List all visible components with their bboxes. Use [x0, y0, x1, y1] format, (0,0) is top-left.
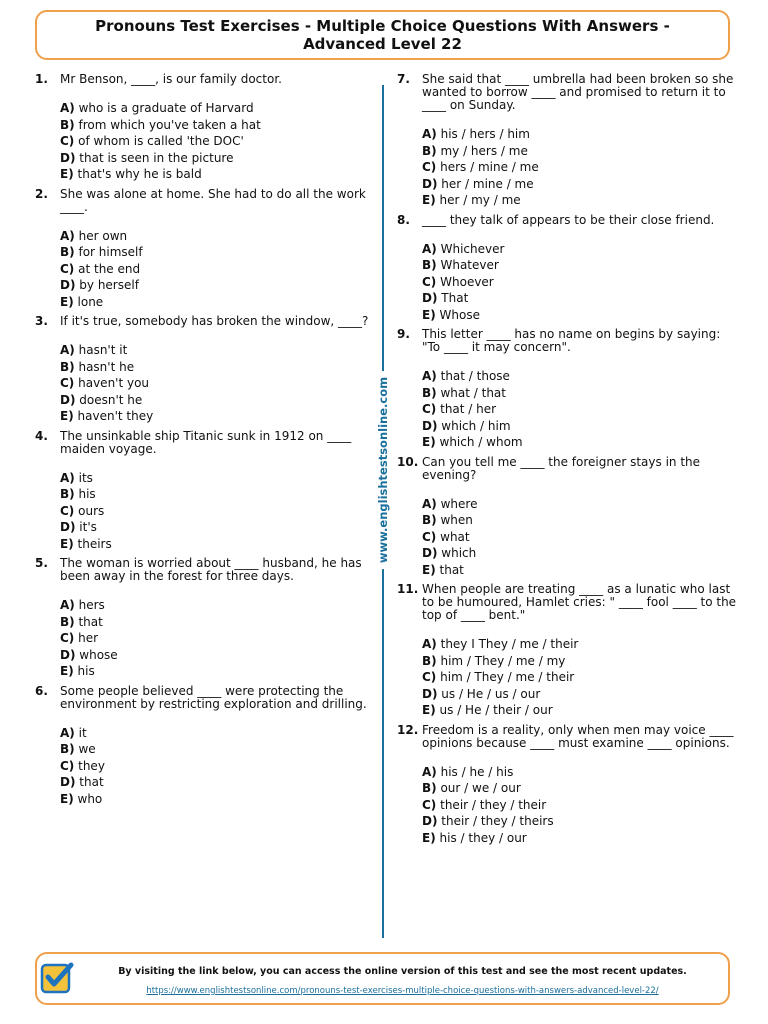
option-c	[60, 261, 370, 278]
option-text: haven't they	[77, 409, 154, 423]
question-number: 3.	[35, 314, 48, 328]
option-d	[422, 418, 742, 435]
option-b	[60, 614, 370, 631]
option-text: whose	[79, 647, 118, 662]
question-5	[35, 557, 370, 680]
option-text: their / they / theirs	[441, 814, 554, 828]
option-text: my / hers / me	[440, 143, 528, 158]
option-letter: A)	[60, 470, 75, 485]
option-letter: C)	[422, 670, 437, 684]
option-text: what	[440, 529, 470, 544]
option-b	[422, 653, 742, 670]
option-letter: D)	[422, 686, 438, 701]
option-text: of whom is called 'the DOC'	[78, 134, 244, 148]
question-number: 12.	[397, 722, 419, 737]
option-letter: A)	[60, 725, 75, 740]
option-text: who is a graduate of Harvard	[78, 101, 254, 115]
option-text: his / hers / him	[440, 127, 530, 141]
option-letter: E)	[422, 703, 436, 717]
question-text: If it's true, somebody has broken the window, ____?	[60, 314, 369, 328]
option-letter: E)	[60, 409, 74, 423]
question-12	[397, 724, 742, 847]
option-b	[60, 741, 370, 758]
option-letter: E)	[422, 830, 436, 845]
online-version-link[interactable]: https://www.englishtestsonline.com/pronouns-test-exercises-multiple-choice-questions-with-answers-advanced-level-22/	[146, 986, 659, 996]
option-text: which	[441, 546, 477, 560]
option-text: that is seen in the picture	[79, 150, 234, 165]
option-letter: C)	[422, 402, 437, 416]
option-letter: C)	[60, 376, 75, 390]
option-letter: A)	[60, 101, 75, 115]
option-letter: A)	[422, 637, 437, 651]
option-text: Whichever	[440, 241, 505, 256]
option-text: his / they / our	[439, 830, 527, 845]
question-head	[397, 214, 742, 227]
option-text: at the end	[78, 261, 141, 276]
option-letter: D)	[60, 520, 76, 534]
option-letter: B)	[60, 487, 75, 501]
question-number: 10.	[397, 454, 419, 469]
option-text: hasn't it	[78, 343, 128, 357]
option-letter: A)	[422, 127, 437, 141]
option-text: That	[441, 291, 469, 305]
option-letter: C)	[60, 503, 75, 518]
option-letter: D)	[60, 775, 76, 789]
option-text: ours	[78, 503, 105, 518]
options-list	[60, 100, 370, 183]
question-number: 4.	[35, 428, 48, 443]
question-text: When people are treating ____ as a lunatic who last to be humoured, Hamlet cries: " ____ fool ____ to the top of ____ bent."	[422, 582, 737, 622]
option-c	[422, 274, 742, 291]
option-letter: A)	[60, 343, 75, 357]
question-head	[397, 456, 742, 482]
question-text: Freedom is a reality, only when men may voice ____ opinions because ____ must examine ____ opinions.	[422, 722, 734, 750]
options-list	[422, 241, 742, 324]
question-number: 8.	[397, 212, 410, 227]
option-c	[422, 669, 742, 686]
option-e	[60, 166, 370, 183]
option-e	[422, 434, 742, 451]
question-number: 2.	[35, 186, 48, 201]
option-text: Whose	[439, 307, 480, 322]
question-head	[397, 328, 742, 354]
question-head	[35, 315, 370, 328]
option-letter: E)	[422, 193, 436, 207]
option-letter: A)	[60, 598, 75, 612]
options-list	[422, 126, 742, 209]
option-text: by herself	[79, 278, 139, 292]
option-text: it's	[79, 520, 97, 534]
option-text: theirs	[77, 536, 112, 551]
option-text: hasn't he	[78, 359, 135, 374]
option-letter: A)	[422, 764, 437, 779]
option-letter: B)	[60, 359, 75, 374]
question-head	[397, 583, 742, 622]
option-letter: D)	[60, 392, 76, 407]
option-text: his / he / his	[440, 764, 514, 779]
questions-right-column	[397, 73, 742, 851]
options-list	[60, 597, 370, 680]
option-letter: C)	[60, 134, 75, 148]
option-b	[60, 244, 370, 261]
option-letter: D)	[60, 278, 76, 292]
question-text: Some people believed ____ were protecting the environment by restricting exploration and drilling.	[60, 683, 367, 711]
question-text: She said that ____ umbrella had been broken so she wanted to borrow ____ and promised to return it to ____ on Sunday.	[422, 72, 734, 112]
options-list	[422, 368, 742, 451]
option-c	[60, 375, 370, 392]
option-letter: A)	[60, 228, 75, 243]
option-letter: D)	[422, 546, 438, 560]
option-text: us / He / us / our	[441, 686, 541, 701]
options-list	[60, 470, 370, 553]
option-letter: E)	[422, 435, 436, 449]
option-letter: A)	[422, 369, 437, 383]
option-d	[60, 392, 370, 409]
option-b	[422, 257, 742, 274]
option-text: its	[78, 470, 93, 485]
option-text: their / they / their	[440, 797, 547, 812]
question-text: The unsinkable ship Titanic sunk in 1912 on ____ maiden voyage.	[60, 428, 352, 456]
question-11	[397, 583, 742, 719]
option-letter: A)	[422, 241, 437, 256]
options-list	[422, 496, 742, 579]
option-b	[422, 512, 742, 529]
option-e	[422, 830, 742, 847]
option-letter: C)	[422, 160, 437, 174]
option-letter: B)	[422, 513, 437, 527]
option-text: us / He / their / our	[439, 703, 553, 717]
option-e	[422, 702, 742, 719]
question-number: 11.	[397, 582, 419, 596]
question-number: 5.	[35, 556, 48, 570]
option-b	[60, 359, 370, 376]
option-letter: E)	[60, 167, 74, 181]
option-e	[422, 192, 742, 209]
option-text: which / him	[441, 418, 511, 433]
option-a	[422, 241, 742, 258]
question-9	[397, 328, 742, 451]
option-letter: E)	[60, 791, 74, 806]
question-head	[397, 73, 742, 112]
option-text: where	[440, 496, 478, 511]
question-number: 1.	[35, 72, 48, 86]
option-text: that	[78, 614, 103, 629]
question-number: 9.	[397, 327, 410, 341]
option-text: him / They / me / my	[440, 653, 566, 668]
question-10	[397, 456, 742, 579]
option-a	[422, 764, 742, 781]
option-text: Whatever	[440, 258, 499, 272]
option-e	[422, 307, 742, 324]
option-text: they I They / me / their	[440, 637, 579, 651]
option-letter: B)	[60, 614, 75, 629]
option-e	[60, 791, 370, 808]
question-text: Mr Benson, ____, is our family doctor.	[60, 72, 282, 86]
question-text: Can you tell me ____ the foreigner stays in the evening?	[422, 454, 701, 482]
option-letter: C)	[60, 631, 75, 645]
option-letter: D)	[422, 814, 438, 828]
question-head	[397, 724, 742, 750]
option-d	[422, 686, 742, 703]
option-letter: E)	[422, 562, 436, 577]
option-text: Whoever	[440, 274, 494, 289]
option-text: from which you've taken a hat	[78, 117, 261, 132]
option-b	[422, 385, 742, 402]
option-a	[60, 228, 370, 245]
option-text: lone	[77, 294, 104, 309]
option-b	[422, 780, 742, 797]
option-c	[60, 133, 370, 150]
option-d	[60, 277, 370, 294]
question-6	[35, 685, 370, 808]
option-letter: D)	[422, 291, 438, 305]
option-letter: A)	[422, 496, 437, 511]
question-2	[35, 188, 370, 311]
option-text: what / that	[440, 385, 506, 400]
option-letter: B)	[422, 781, 437, 795]
option-text: him / They / me / their	[440, 670, 575, 684]
option-text: hers / mine / me	[440, 160, 539, 174]
option-a	[422, 496, 742, 513]
site-watermark: www.englishtestsonline.com	[377, 371, 389, 569]
option-letter: B)	[60, 742, 75, 756]
option-letter: C)	[60, 758, 75, 773]
footer-text	[87, 965, 718, 998]
option-d	[60, 519, 370, 536]
option-text: haven't you	[78, 376, 150, 390]
option-d	[60, 647, 370, 664]
option-b	[60, 486, 370, 503]
option-d	[60, 774, 370, 791]
question-head	[35, 188, 370, 214]
option-text: that	[439, 562, 464, 577]
option-letter: D)	[60, 150, 76, 165]
option-text: it	[78, 725, 87, 740]
option-letter: E)	[60, 536, 74, 551]
option-letter: B)	[422, 258, 437, 272]
options-list	[422, 764, 742, 847]
option-d	[60, 150, 370, 167]
option-text: our / we / our	[440, 781, 521, 795]
option-e	[60, 536, 370, 553]
question-head	[35, 73, 370, 86]
options-list	[60, 342, 370, 425]
question-head	[35, 685, 370, 711]
options-list	[60, 228, 370, 311]
option-text: his	[78, 487, 96, 501]
option-a	[422, 368, 742, 385]
questions-left-column	[35, 73, 370, 812]
option-b	[60, 117, 370, 134]
option-letter: D)	[60, 647, 76, 662]
title-box	[35, 10, 730, 60]
option-text: for himself	[78, 245, 143, 259]
option-a	[60, 100, 370, 117]
option-text: that / those	[440, 369, 510, 383]
option-c	[422, 401, 742, 418]
option-d	[422, 545, 742, 562]
question-text: She was alone at home. She had to do all the work ____.	[60, 186, 366, 214]
option-letter: C)	[422, 529, 437, 544]
option-c	[422, 529, 742, 546]
question-head	[35, 430, 370, 456]
option-a	[60, 470, 370, 487]
option-d	[422, 813, 742, 830]
question-7	[397, 73, 742, 209]
option-letter: E)	[60, 664, 74, 678]
option-letter: E)	[60, 294, 74, 309]
option-c	[422, 797, 742, 814]
option-text: her / my / me	[439, 193, 521, 207]
option-c	[422, 159, 742, 176]
question-3	[35, 315, 370, 425]
option-d	[422, 176, 742, 193]
option-e	[422, 562, 742, 579]
option-text: which / whom	[439, 435, 523, 449]
option-c	[60, 630, 370, 647]
option-letter: B)	[422, 653, 437, 668]
option-d	[422, 290, 742, 307]
option-c	[60, 758, 370, 775]
option-text: that's why he is bald	[77, 167, 202, 181]
page-title: Pronouns Test Exercises - Multiple Choice Questions With Answers - Advanced Level 22	[95, 17, 670, 53]
option-text: who	[77, 791, 103, 806]
option-text: her	[78, 631, 99, 645]
option-letter: C)	[422, 797, 437, 812]
option-e	[60, 294, 370, 311]
option-a	[422, 636, 742, 653]
option-text: that / her	[440, 402, 497, 416]
option-letter: D)	[422, 176, 438, 191]
question-1	[35, 73, 370, 183]
option-a	[60, 725, 370, 742]
option-text: her own	[78, 228, 128, 243]
question-8	[397, 214, 742, 324]
option-text: his	[77, 664, 95, 678]
option-a	[422, 126, 742, 143]
footer-note: By visiting the link below, you can access the online version of this test and see the most recent updates.	[118, 966, 687, 977]
option-letter: B)	[422, 143, 437, 158]
option-text: we	[78, 742, 96, 756]
option-letter: B)	[60, 245, 75, 259]
options-list	[60, 725, 370, 808]
option-letter: D)	[422, 418, 438, 433]
option-text: hers	[78, 598, 105, 612]
options-list	[422, 636, 742, 719]
option-text: when	[440, 513, 473, 527]
option-b	[422, 143, 742, 160]
option-c	[60, 503, 370, 520]
question-number: 7.	[397, 72, 410, 86]
footer-box	[35, 952, 730, 1005]
option-text: that	[79, 775, 104, 789]
option-letter: E)	[422, 307, 436, 322]
question-head	[35, 557, 370, 583]
option-a	[60, 597, 370, 614]
question-text: The woman is worried about ____ husband, he has been away in the forest for three days.	[60, 556, 362, 583]
option-a	[60, 342, 370, 359]
question-4	[35, 430, 370, 553]
option-text: they	[78, 758, 105, 773]
option-e	[60, 663, 370, 680]
checkbox-check-icon	[39, 960, 75, 996]
question-text: ____ they talk of appears to be their close friend.	[422, 212, 715, 227]
option-letter: C)	[60, 261, 75, 276]
question-number: 6.	[35, 683, 48, 698]
option-letter: B)	[422, 385, 437, 400]
option-text: her / mine / me	[441, 176, 534, 191]
question-text: This letter ____ has no name on begins by saying: "To ____ it may concern".	[422, 327, 721, 354]
option-letter: C)	[422, 274, 437, 289]
option-letter: B)	[60, 117, 75, 132]
option-text: doesn't he	[79, 392, 143, 407]
option-e	[60, 408, 370, 425]
